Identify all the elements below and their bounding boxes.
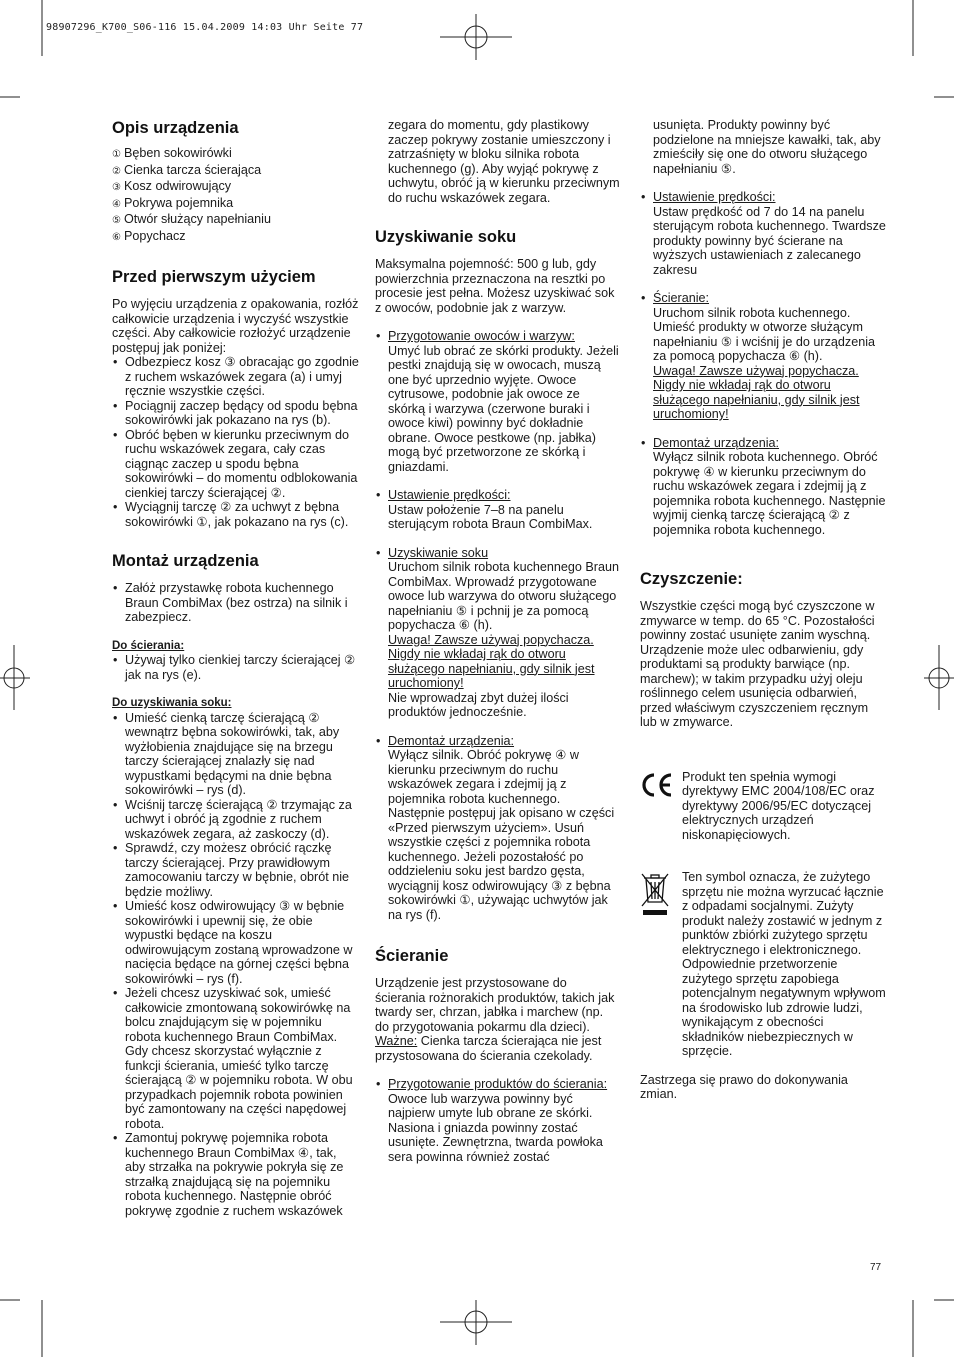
przed-bullets — [112, 355, 360, 529]
warning-text: Uwaga! Zawsze używaj popychacza. Nigdy nie wkładaj rąk do otworu służącego napełnianiu, gdy silnik jest uruchomiony! — [388, 632, 595, 690]
section-title-przed: Przed pierwszym użyciem — [112, 268, 316, 286]
section-title-montaz: Montaż urządzenia — [112, 552, 259, 570]
list-item-text: Uruchom silnik robota kuchennego Braun CombiMax. Wprowadź przygotowane owoce lub warzywa do otworu służącego napełnianiu ⑤ i pchnij je za pomocą popychacza ⑥ (h). — [388, 560, 620, 632]
list-item-heading: Demontaż urządzenia: — [653, 435, 780, 450]
crossed-bin-icon — [640, 870, 670, 916]
list-item-heading: Ustawienie prędkości: — [388, 488, 511, 502]
list-item: • Umieść cienką tarczę ścierającą ② wewnątrz bębna sokowirówki, tak, aby wyżłobienia znajdujące się na brzegu tarczy ścierającej znalazły się nad wypustkami będącymi na dnie bębna sokowirówki – rys (d). — [112, 711, 360, 798]
parts-list-item: ② Cienka tarcza ścierająca — [112, 162, 262, 177]
list-item — [640, 190, 886, 277]
page-number: 77 — [870, 1262, 882, 1273]
list-item: • Pociągnij zaczep będący od spodu bębna sokowirówki jak pokazano na rys (b). — [112, 399, 360, 428]
przed-intro: Po wyjęciu urządzenia z opakowania, rozłóż całkowicie urządzenia i wyczyść wszystkie części. Aby całkowicie rozłożyć urządzenie postępuj jak poniżej: — [112, 297, 359, 355]
parts-list — [112, 146, 360, 245]
list-item-text: Nie wprowadzaj zbyt dużej ilości produktów jednocześnie. — [388, 690, 569, 719]
list-item: • Jeżeli chcesz uzyskiwać sok, umieść całkowicie zmontowaną sokowirówkę na bolcu znajdującym się w pojemniku robota kuchennego Braun CombiMax. Gdy chcesz skorzystać wyłącznie z funkcji ścierania, umieść tylko tarczę ścierającą ② w pojemniku robota. W obu przypadkach pojemnik robota powinien być zamontowany na części napędowej robota. — [112, 986, 360, 1131]
subheading-do-scierania: Do ścierania: — [112, 639, 185, 652]
subheading-do-uzyskiwania: Do uzyskiwania soku: — [112, 697, 232, 709]
list-item-text: Umyć lub obrać ze skórki produkty. Jeżeli pestki znajdują się w owocach, muszą one być uprzednio wyjęte. Owoce cytrusowe, podobnie jak owoce ze skórką i warzywa (czerwone buraki i owoce kiwi) powinny być dokładnie obrane. Owoce pestkowe (np. jabłka) mogą być przetworzone ze skórką i gniazdami. — [388, 343, 619, 474]
section-title-czyszczenie: Czyszczenie: — [640, 570, 743, 588]
list-item-text: Wyłącz silnik robota kuchennego. Obróć pokrywę ④ w kierunku przeciwnym do ruchu wskazówek zegara i zdejmij ją z pojemnika robota kuchennego. Następnie wyjmij cienką tarczę ścierającą ② z pojemnika robota kuchennego. — [653, 450, 886, 537]
list-item: • Załóż przystawkę robota kuchennego Braun CombiMax (bez ostrza) na silnik i zabezpiecz. — [112, 581, 360, 625]
weee-notice — [640, 870, 886, 1059]
ce-mark-icon — [640, 772, 674, 798]
uzyskiwanie-bullets — [375, 329, 620, 922]
list-item-heading: Uzyskiwanie soku — [388, 545, 489, 560]
scieranie-bullets — [375, 1077, 620, 1164]
continued-text: usunięta. Produkty powinny być podzielone na mniejsze kawałki, tak, aby zmieściły się one do otworu służącego napełnianiu ⑤. — [653, 118, 881, 176]
list-item: • Sprawdź, czy możesz obrócić rączkę tarczy ścierającej. Przy prawidłowym zamocowaniu tarczy w bębnie, obrót nie będzie możliwy. — [112, 841, 360, 899]
list-item: • Obróć bęben w kierunku przeciwnym do ruchu wskazówek zegara, cały czas ciągnąc zaczep u spodu bębna sokowirówki – do momentu odblokowania cienkiej tarczy ścierającej ②. — [112, 428, 360, 501]
wazne-label: Ważne: — [375, 1034, 418, 1048]
parts-list-item: ⑥ Popychacz — [112, 228, 186, 243]
warning-text: Uwaga! Zawsze używaj popychacza. Nigdy nie wkładaj rąk do otworu służącego napełnianiu, gdy silnik jest uruchomiony! — [653, 363, 860, 421]
do-scierania-bullets — [112, 653, 360, 682]
list-item-text: Owoce lub warzywa powinny być najpierw umyte lub obrane ze skórki. Nasiona i gniazda powinny zostać usunięte. Zewnętrzna, twarda powłoka sera powinna również zostać — [388, 1091, 603, 1164]
registration-mark-left — [0, 645, 30, 710]
uzyskiwanie-intro: Maksymalna pojemność: 500 g lub, gdy powierzchnia przeznaczona na resztki po procesie jest pełna. Możesz uzyskiwać sok z owoców, podobnie jak z warzyw. — [375, 257, 615, 315]
continued-text: zegara do momentu, gdy plastikowy zaczep pokrywy zostanie umieszczony i zatrzaśnięty w bloku silnika robota kuchennego (g). Aby wyjąć pokrywę z uchwytu, obróć ją w kierunku przeciwnym do ruchu wskazówek zegara. — [388, 118, 620, 205]
section-title-scieranie: Ścieranie — [375, 947, 449, 965]
list-item — [375, 734, 620, 923]
scieranie-bullets-cont — [640, 190, 886, 537]
column-1 — [112, 118, 360, 1218]
wazne-text: Cienka tarcza ścierająca nie jest przystosowana do ścierania czekolady. — [375, 1034, 602, 1063]
list-item — [375, 1077, 620, 1164]
czyszczenie-text: Wszystkie części mogą być czyszczone w zmywarce w temp. do 65 °C. Pozostałości powinny zostać usunięte zanim wyschną. Urządzenie może ulec odbarwieniu, gdy produktami są produkty barwiące (np. marchew); w takim przypadku użyj oleju roślinnego celem usunięcia odbarwień, przed właściwym czyszczeniem ręcznym lub w zmywarce. — [640, 599, 875, 729]
parts-list-item: ④ Pokrywa pojemnika — [112, 195, 234, 210]
registration-mark-bottom — [440, 1300, 512, 1345]
reserve-text: Zastrzega się prawo do dokonywania zmian. — [640, 1072, 848, 1101]
list-item-text: Ustaw prędkość od 7 do 14 na panelu sterującym robota kuchennego. Twardsze produkty powinny być ścierane na wyższych ustawieniach z zalecanego zakresu — [653, 204, 886, 277]
list-item — [375, 546, 620, 720]
list-item-heading: Demontaż urządzenia: — [388, 733, 515, 748]
list-item: • Odbezpiecz kosz ③ obracając go zgodnie z ruchem wskazówek zegara (a) i umyj ręcznie wszystkie części. — [112, 355, 360, 399]
wazne-note — [375, 1034, 620, 1063]
list-item — [640, 436, 886, 538]
list-item: • Zamontuj pokrywę pojemnika robota kuchennego Braun CombiMax ④, tak, aby strzałka na pokrywie pokryła się ze strzałką znajdującą się na pojemniku robota kuchennego. Następnie obróć pokrywę zgodnie z ruchem wskazówek — [112, 1131, 360, 1218]
list-item-text: Ustaw położenie 7–8 na panelu sterującym robota Braun CombiMax. — [388, 502, 593, 531]
column-2 — [375, 118, 620, 1164]
column-3 — [640, 118, 886, 1102]
list-item-heading: Ustawienie prędkości: — [653, 190, 776, 204]
list-item: • Wciśnij tarczę ścierającą ② trzymając za uchwyt i obróć ją zgodnie z ruchem wskazówek zegara, aż zaskoczy (d). — [112, 798, 360, 842]
list-item: • Używaj tylko cienkiej tarczy ścierającej ② jak na rys (e). — [112, 653, 360, 682]
scieranie-intro: Urządzenie jest przystosowane do ścierania rożnorakich produktów, takich jak twardy ser, chrzan, jabłka i marchew (np. do przygotowania pokarmu dla dzieci). — [375, 976, 615, 1034]
registration-mark-top — [440, 14, 512, 60]
ce-notice — [640, 770, 886, 843]
list-item-heading: Przygotowanie produktów do ścierania: — [388, 1077, 608, 1091]
ce-text: Produkt ten spełnia wymogi dyrektywy EMC 2004/108/EC oraz dyrektywy 2006/95/EC dotyczącej elektrycznych urządzeń niskonapięciowych. — [682, 769, 875, 842]
list-item-text: Wyłącz silnik. Obróć pokrywę ④ w kierunku przeciwnym do ruchu wskazówek zegara i zdejmij ją z pojemnika robota kuchennego. Następnie postępuj jak opisano w części «Przed pierwszym użyciem». Usuń wszystkie części z pojemnika robota kuchennego. Jeżeli pozostałość po oddzieleniu soku jest bardzo gęsta, wyciągnij kosz odwirowujący ③ z bębna sokowirówki ①, używając uchwytów jak na rys (f). — [388, 748, 615, 922]
list-item-text: Uruchom silnik robota kuchennego. Umieść produkty w otworze służącym napełnianiu ⑤ i wciśnij je do urządzenia za pomocą popychacza ⑥ (h). — [653, 305, 876, 363]
parts-list-item: ① Bęben sokowirówki — [112, 146, 232, 160]
list-item-heading: Przygotowanie owoców i warzyw: — [388, 329, 575, 343]
list-item — [640, 291, 886, 422]
list-item: • Umieść kosz odwirowujący ③ w bębnie sokowirówki i upewnij się, że obie wypustki będące na koszu odwirowującym zostaną wprowadzone w nacięcia będące na górnej części bębna sokowirówki – rys (f). — [112, 899, 360, 986]
weee-text: Ten symbol oznacza, że zużytego sprzętu nie można wyrzucać łącznie z odpadami socjalnymi. Zużyty produkt należy zostawić w jednym z punktów zbiórki zużytego sprzętu elektrycznego i elektronicznego. Odpowiednie przetworzenie zużytego sprzętu zapobiega potencjalnym negatywnym wpływom na środowisko lub zdrowie ludzi, wynikającym z obecności składników niebezpiecznych w sprzęcie. — [682, 870, 886, 1058]
list-item: • Wyciągnij tarczę ② za uchwyt z bębna sokowirówki ①, jak pokazano na rys (c). — [112, 500, 360, 529]
list-item-heading: Ścieranie: — [653, 291, 710, 305]
section-title-opis: Opis urządzenia — [112, 119, 239, 137]
list-item — [375, 329, 620, 474]
montaz-bullets — [112, 581, 360, 625]
do-uzyskiwania-bullets — [112, 711, 360, 1219]
section-title-uzyskiwanie: Uzyskiwanie soku — [375, 228, 517, 246]
registration-mark-right — [924, 645, 954, 710]
print-header-line: 98907296_K700_S06-116 15.04.2009 14:03 Uhr Seite 77 — [46, 22, 364, 33]
list-item — [375, 488, 620, 532]
parts-list-item: ③ Kosz odwirowujący — [112, 179, 232, 193]
parts-list-item: ⑤ Otwór służący napełnianiu — [112, 212, 271, 226]
